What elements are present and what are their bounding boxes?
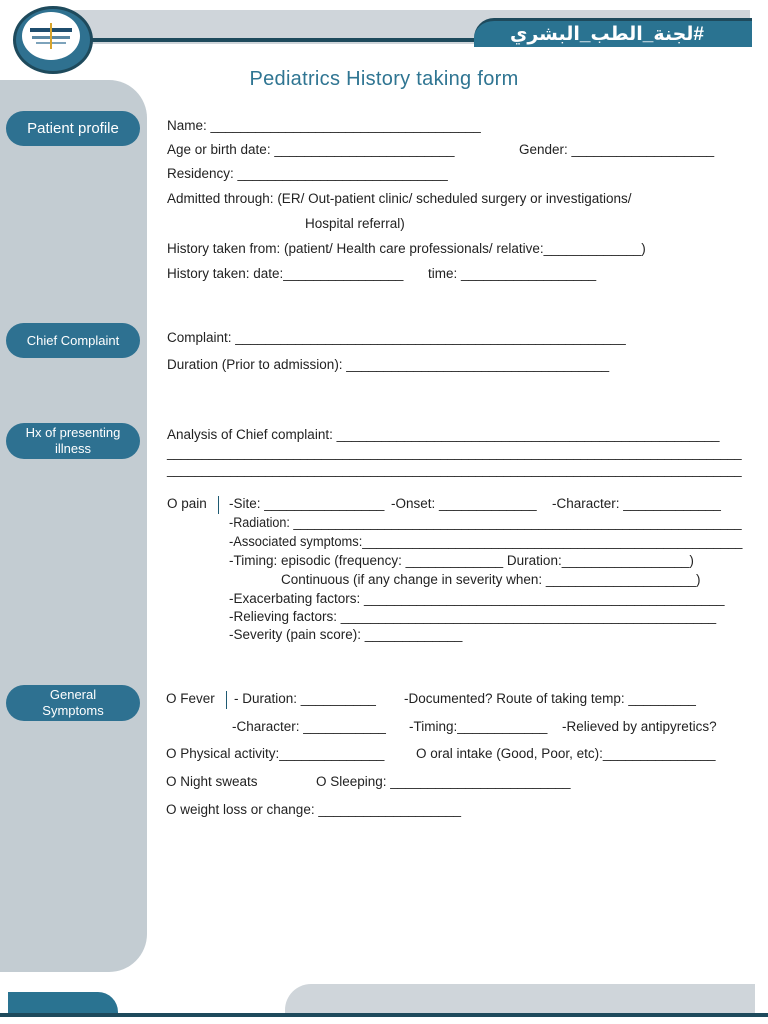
analysis-blank-line-1[interactable]: __________________________________________________________________________________ xyxy=(167,445,742,460)
admitted-through-field[interactable]: Admitted through: (ER/ Out-patient clinic/ scheduled surgery or investigations/ xyxy=(167,191,632,206)
footer-rule xyxy=(0,1013,768,1017)
section-hx-presenting-illness xyxy=(6,423,140,459)
admitted-referral-text: Hospital referral) xyxy=(305,216,405,231)
complaint-duration-field[interactable]: Duration (Prior to admission): ___________________________________ xyxy=(167,357,610,372)
footer-band xyxy=(285,984,755,1016)
history-taken-from-field[interactable]: History taken from: (patient/ Health care professionals/ relative:_____________) xyxy=(167,241,646,256)
fever-documented-field[interactable]: -Documented? Route of taking temp: _________ xyxy=(404,691,696,706)
fever-option[interactable]: O Fever xyxy=(166,691,215,706)
pain-severity-field[interactable]: -Severity (pain score): _____________ xyxy=(229,627,463,642)
analysis-blank-line-2[interactable]: __________________________________________________________________________________ xyxy=(167,462,742,477)
history-time-field[interactable]: time: __________________ xyxy=(428,266,597,281)
history-date-field[interactable]: History taken: date:________________ xyxy=(167,266,404,281)
pain-option[interactable]: O pain xyxy=(167,496,207,511)
gender-field[interactable]: Gender: ___________________ xyxy=(519,142,715,157)
name-field[interactable]: Name: ____________________________________ xyxy=(167,118,481,133)
night-sweats-option[interactable]: O Night sweats xyxy=(166,774,258,789)
age-field[interactable]: Age or birth date: ________________________ xyxy=(167,142,455,157)
section-general-label-line2: Symptoms xyxy=(42,703,104,718)
sidebar-panel xyxy=(0,80,147,972)
section-hx-label-line1: Hx of presenting xyxy=(25,425,121,440)
section-chief-complaint xyxy=(6,323,140,358)
analysis-field[interactable]: Analysis of Chief complaint: ___________________________________________________ xyxy=(167,427,720,442)
fever-timing-field[interactable]: -Timing:____________ xyxy=(409,719,548,734)
fever-duration-field[interactable]: - Duration: __________ xyxy=(234,691,376,706)
section-hx-label-line2: illness xyxy=(54,441,92,456)
header-rule xyxy=(60,38,490,42)
section-patient-profile-label: Patient profile xyxy=(27,119,119,137)
sleeping-field[interactable]: O Sleeping: ________________________ xyxy=(316,774,571,789)
hashtag-banner xyxy=(474,18,752,47)
pain-relieving-field[interactable]: -Relieving factors: __________________________________________________ xyxy=(229,609,717,624)
residency-field[interactable]: Residency: ____________________________ xyxy=(167,166,448,181)
pain-onset-field[interactable]: -Onset: _____________ xyxy=(391,496,537,511)
section-chief-complaint-label: Chief Complaint xyxy=(26,332,120,348)
fever-character-field[interactable]: -Character: ___________ xyxy=(232,719,386,734)
pain-timing-field[interactable]: -Timing: episodic (frequency: _____________ Duration:_________________) xyxy=(229,553,694,568)
pain-associated-field[interactable]: -Associated symptoms:_____________________________________________________ xyxy=(229,534,743,549)
page-title: Pediatrics History taking form xyxy=(249,68,519,90)
pain-radiation-field[interactable]: -Radiation: ________________________________________________________________ xyxy=(229,515,742,530)
pain-site-field[interactable]: -Site: ________________ xyxy=(229,496,385,511)
pain-continuous-field[interactable]: Continuous (if any change in severity when: ____________________) xyxy=(281,572,701,587)
section-patient-profile xyxy=(6,111,140,146)
physical-activity-field[interactable]: O Physical activity:______________ xyxy=(166,746,385,761)
oral-intake-field[interactable]: O oral intake (Good, Poor, etc):_______________ xyxy=(416,746,716,761)
pain-exacerbating-field[interactable]: -Exacerbating factors: ________________________________________________ xyxy=(229,591,725,606)
fever-divider xyxy=(226,691,227,709)
weight-loss-field[interactable]: O weight loss or change: ___________________ xyxy=(166,802,461,817)
pain-character-field[interactable]: -Character: _____________ xyxy=(552,496,721,511)
fever-antipyretics-field[interactable]: -Relieved by antipyretics? xyxy=(562,719,717,734)
section-general-label-line1: General xyxy=(49,687,97,702)
section-general-symptoms xyxy=(6,685,140,721)
hashtag-text: #لجنة_الطب_البشري xyxy=(509,24,704,45)
complaint-field[interactable]: Complaint: ____________________________________________________ xyxy=(167,330,626,345)
pain-divider xyxy=(218,496,219,514)
committee-logo xyxy=(22,12,80,60)
